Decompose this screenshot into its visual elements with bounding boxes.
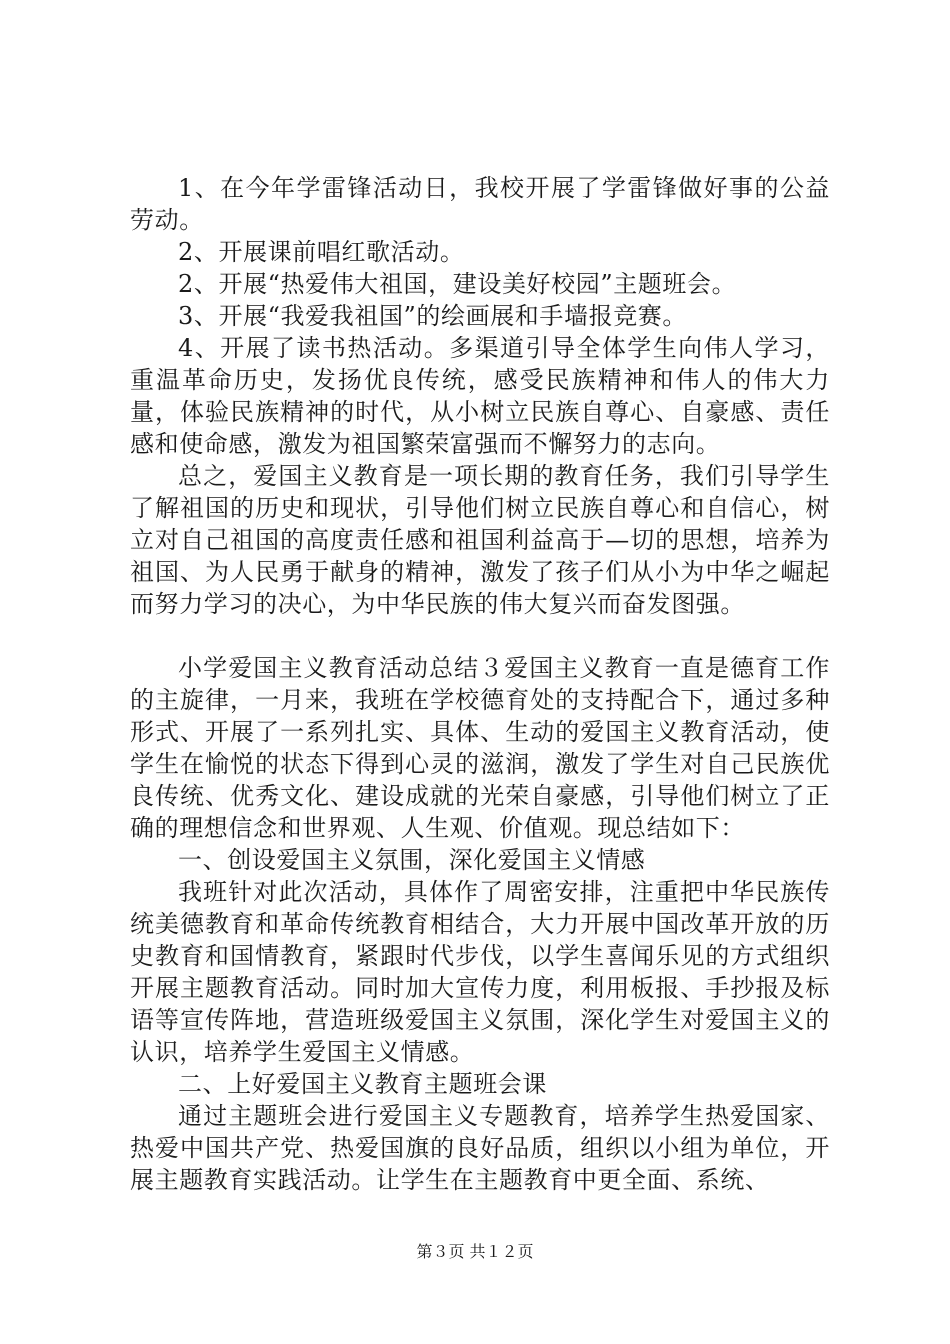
paragraph-section-2: 通过主题班会进行爱国主义专题教育，培养学生热爱国家、热爱中国共产党、热爱国旗的良好品质，组织以小组为单位，开展主题教育实践活动。让学生在主题教育中更全面、系统、	[130, 1102, 830, 1194]
paragraph-item-1: 1、在今年学雷锋活动日，我校开展了学雷锋做好事的公益劳动。	[130, 174, 830, 234]
paragraph-item-4: 3、开展“我爱我祖国”的绘画展和手墙报竞赛。	[178, 302, 688, 330]
paragraph-section-intro: 小学爱国主义教育活动总结３爱国主义教育一直是德育工作的主旋律，一月来，我班在学校德育处的支持配合下，通过多种形式、开展了一系列扎实、具体、生动的爱国主义教育活动，使学生在愉悦的状态下得到心灵的滋润，激发了学生对自己民族优良传统、优秀文化、建设成就的光荣自豪感，引导他们树立了正确的理想信念和世界观、人生观、价值观。现总结如下：	[130, 654, 830, 842]
page-footer: 第３页 共１２页	[416, 1242, 534, 1261]
paragraph-section-1: 我班针对此次活动，具体作了周密安排，注重把中华民族传统美德教育和革命传统教育相结合，大力开展中国改革开放的历史教育和国情教育，紧跟时代步伐，以学生喜闻乐见的方式组织开展主题教育活动。同时加大宣传力度，利用板报、手抄报及标语等宣传阵地，营造班级爱国主义氛围，深化学生对爱国主义的认识，培养学生爱国主义情感。	[130, 878, 830, 1066]
document-body	[130, 172, 830, 1196]
section-heading-1: 一、创设爱国主义氛围，深化爱国主义情感	[178, 846, 646, 874]
paragraph-summary: 总之，爱国主义教育是一项长期的教育任务，我们引导学生了解祖国的历史和现状，引导他们树立民族自尊心和自信心，树立对自己祖国的高度责任感和祖国利益高于—切的思想，培养为祖国、为人民勇于献身的精神，激发了孩子们从小为中华之崛起而努力学习的决心，为中华民族的伟大复兴而奋发图强。	[130, 462, 830, 618]
paragraph-item-2: 2、开展课前唱红歌活动。	[178, 238, 465, 266]
paragraph-item-3: 2、开展“热爱伟大祖国，建设美好校园”主题班会。	[178, 270, 737, 298]
section-heading-2: 二、上好爱国主义教育主题班会课	[178, 1070, 547, 1098]
paragraph-item-5: 4、开展了读书热活动。多渠道引导全体学生向伟人学习，重温革命历史，发扬优良传统，感受民族精神和伟人的伟大力量，体验民族精神的时代，从小树立民族自尊心、自豪感、责任感和使命感，激发为祖国繁荣富强而不懈努力的志向。	[130, 334, 830, 458]
